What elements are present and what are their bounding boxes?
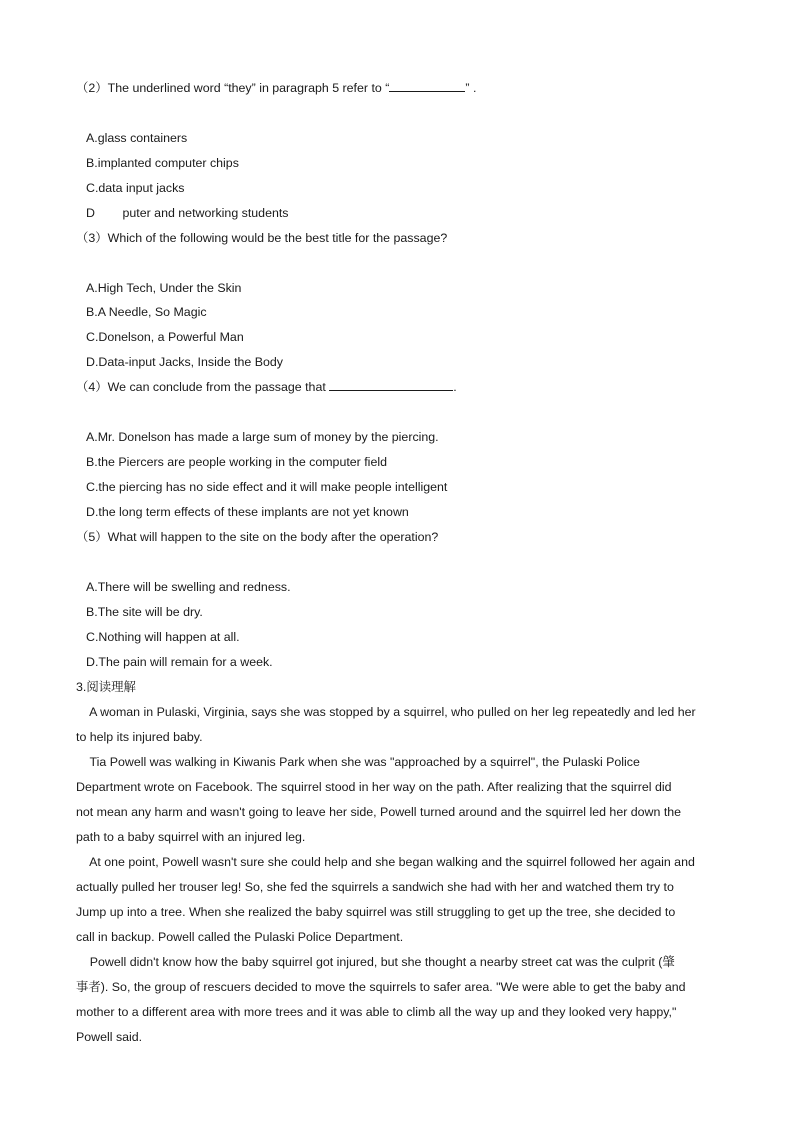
answer-blank — [389, 80, 465, 92]
passage-line: Jump up into a tree. When she realized the baby squirrel was still struggling to get up the tree, she decided to — [76, 905, 676, 919]
passage-line: mother to a different area with more trees and it was able to climb all the way up and they looked very happy," — [76, 1005, 677, 1019]
passage-line: 事者). So, the group of rescuers decided to move the squirrels to safer area. "We were able to get the baby and — [76, 980, 686, 994]
passage-line: call in backup. Powell called the Pulaski Police Department. — [76, 930, 404, 944]
passage-line: not mean any harm and wasn't going to leave her side, Powell turned around and the squirrel led her down the — [76, 805, 682, 819]
question-4 — [76, 379, 457, 395]
option-d: D puter and networking students — [86, 206, 289, 220]
option-c: C.data input jacks — [86, 181, 185, 195]
passage-line: Powell said. — [76, 1030, 143, 1044]
option-a: A.Mr. Donelson has made a large sum of money by the piercing. — [86, 430, 439, 444]
passage-line: to help its injured baby. — [76, 730, 203, 744]
option-c: C.Nothing will happen at all. — [86, 630, 240, 644]
question-2-text: （2）The underlined word “they” in paragraph 5 refer to “ — [76, 81, 390, 95]
option-c: C.the piercing has no side effect and it will make people intelligent — [86, 480, 448, 494]
passage-line: Powell didn't know how the baby squirrel got injured, but she thought a nearby street cat was the culprit (肇 — [76, 955, 675, 969]
passage-line: Department wrote on Facebook. The squirrel stood in her way on the path. After realizing that the squirrel did — [76, 780, 672, 794]
option-b: B.A Needle, So Magic — [86, 305, 207, 319]
answer-blank — [329, 379, 453, 391]
question-3: （3）Which of the following would be the best title for the passage? — [76, 231, 448, 245]
passage-line: Tia Powell was walking in Kiwanis Park when she was "approached by a squirrel", the Pulaski Police — [76, 755, 640, 769]
question-5: （5）What will happen to the site on the body after the operation? — [76, 530, 439, 544]
passage-line: path to a baby squirrel with an injured leg. — [76, 830, 306, 844]
option-a: A.High Tech, Under the Skin — [86, 281, 242, 295]
option-b: B.the Piercers are people working in the computer field — [86, 455, 387, 469]
option-b: B.implanted computer chips — [86, 156, 239, 170]
section-heading: 3.阅读理解 — [76, 680, 136, 694]
question-4-text: （4）We can conclude from the passage that — [76, 380, 330, 394]
question-4-suffix: . — [453, 380, 457, 394]
question-2-suffix: ” . — [465, 81, 477, 95]
option-a: A.There will be swelling and redness. — [86, 580, 291, 594]
option-a: A.glass containers — [86, 131, 188, 145]
passage-line: At one point, Powell wasn't sure she could help and she began walking and the squirrel followed her again and — [76, 855, 695, 869]
option-d: D.The pain will remain for a week. — [86, 655, 273, 669]
option-d: D.Data-input Jacks, Inside the Body — [86, 355, 283, 369]
option-c: C.Donelson, a Powerful Man — [86, 330, 244, 344]
option-d: D.the long term effects of these implants are not yet known — [86, 505, 409, 519]
passage-line: actually pulled her trouser leg! So, she fed the squirrels a sandwich she had with her and watched them try to — [76, 880, 674, 894]
passage-line: A woman in Pulaski, Virginia, says she was stopped by a squirrel, who pulled on her leg repeatedly and led her — [76, 705, 696, 719]
question-2 — [76, 80, 476, 96]
option-b: B.The site will be dry. — [86, 605, 203, 619]
